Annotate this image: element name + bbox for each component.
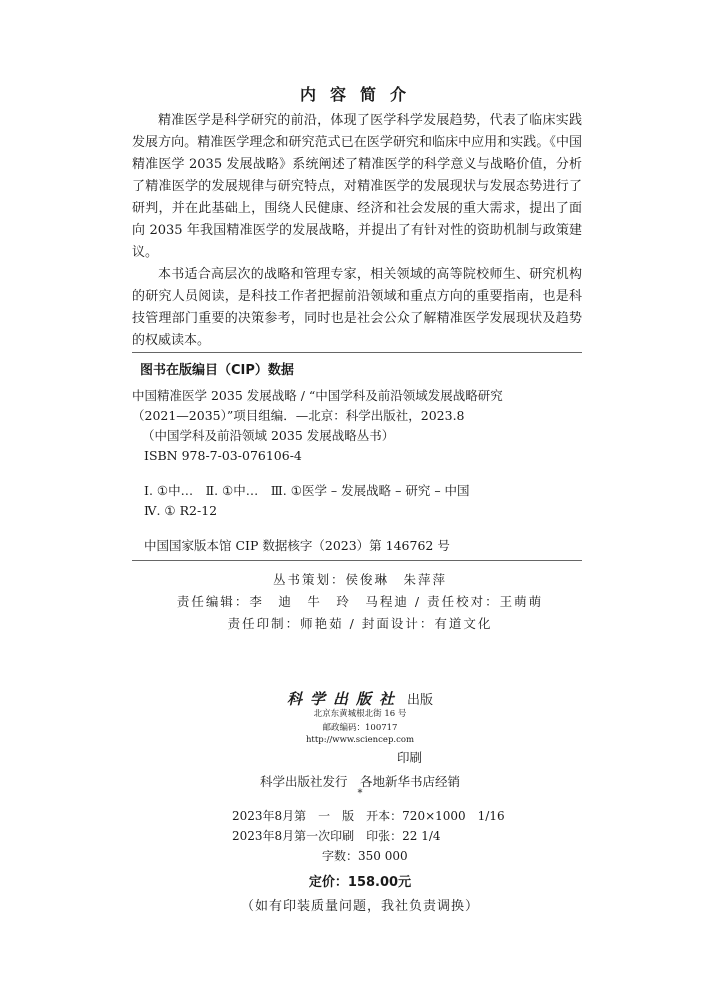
summary-paragraph: 本书适合高层次的战略和管理专家，相关领域的高等院校师生、研究机构的研究人员阅读，是科技工作者把握前沿领域和重点方向的重要指南，也是科技管理部门重要的决策参考，同时也是社会公众了解精准医学发展现状及趋势的权威读本。 — [132, 267, 582, 348]
price: 定价：158.00元 — [308, 875, 412, 890]
printing-line: 2023年8月第一次印刷 印张：22 1/4 — [232, 829, 441, 843]
cip-line: （2021—2035）”项目组编．—北京：科学出版社，2023.8 — [132, 408, 465, 423]
separator-star: * — [357, 788, 363, 799]
divider-bottom — [132, 560, 582, 561]
cip-line: （中国学科及前沿领域 2035 发展战略丛书） — [142, 428, 395, 443]
edition-line: 2023年8月第 一 版 开本：720×1000 1/16 — [232, 809, 505, 823]
cip-record — [132, 386, 582, 466]
cip-line: ISBN 978-7-03-076106-4 — [144, 448, 302, 463]
publisher-address: 北京东黄城根北街 16 号 — [313, 709, 407, 719]
wordcount-line: 字数：350 000 — [322, 849, 408, 863]
publisher-url: http://www.sciencep.com — [305, 735, 415, 745]
credits — [0, 569, 720, 635]
publisher-logo: 科学出版社 — [286, 690, 402, 708]
distribution-line: 科学出版社发行 各地新华书店经销 — [259, 774, 460, 789]
printed-label: 印刷 — [397, 750, 423, 765]
classification-line: Ⅰ. ①中… Ⅱ. ①中… Ⅲ. ①医学 – 发展战略 – 研究 – 中国 — [144, 483, 470, 498]
quality-notice: （如有印装质量问题，我社负责调换） — [240, 899, 479, 914]
cip-archive-number: 中国国家版本馆 CIP 数据核字（2023）第 146762 号 — [144, 538, 450, 553]
summary-body — [132, 110, 582, 352]
credit-line: 责任印制：师艳茹 / 封面设计：有道文化 — [227, 616, 493, 631]
cip-line: 中国精准医学 2035 发展战略 / “中国学科及前沿领域发展战略研究 — [132, 388, 503, 403]
classification-line: Ⅳ. ① R2-12 — [144, 503, 218, 518]
publisher-suffix: 出版 — [407, 693, 434, 708]
summary-title: 内容简介 — [299, 85, 420, 104]
credit-line: 丛书策划：侯俊琳 朱萍萍 — [272, 572, 447, 587]
credit-line: 责任编辑：李 迪 牛 玲 马程迪 / 责任校对：王萌萌 — [176, 594, 544, 609]
divider-top — [132, 352, 582, 353]
publisher-line — [0, 688, 720, 709]
publisher-postcode: 邮政编码：100717 — [322, 723, 398, 733]
cip-classification — [144, 481, 584, 521]
cip-heading: 图书在版编目（CIP）数据 — [140, 363, 294, 378]
summary-paragraph: 精准医学是科学研究的前沿，体现了医学科学发展趋势，代表了临床实践发展方向。精准医学理念和研究范式已在医学研究和临床中应用和实践。《中国精准医学 2035 发展战略》系统阐述了精准医学的科学意义与战略价值，分析了精准医学的发展规律与研究特点，对精准医学的发展现状与发展态势进行了研判，并在此基础上，围绕人民健康、经济和社会发展的重大需求，提出了面向 2035 年我国精准医学的发展战略，并提出了有针对性的资助机制与政策建议。 — [132, 113, 582, 260]
edition-info — [232, 806, 505, 866]
